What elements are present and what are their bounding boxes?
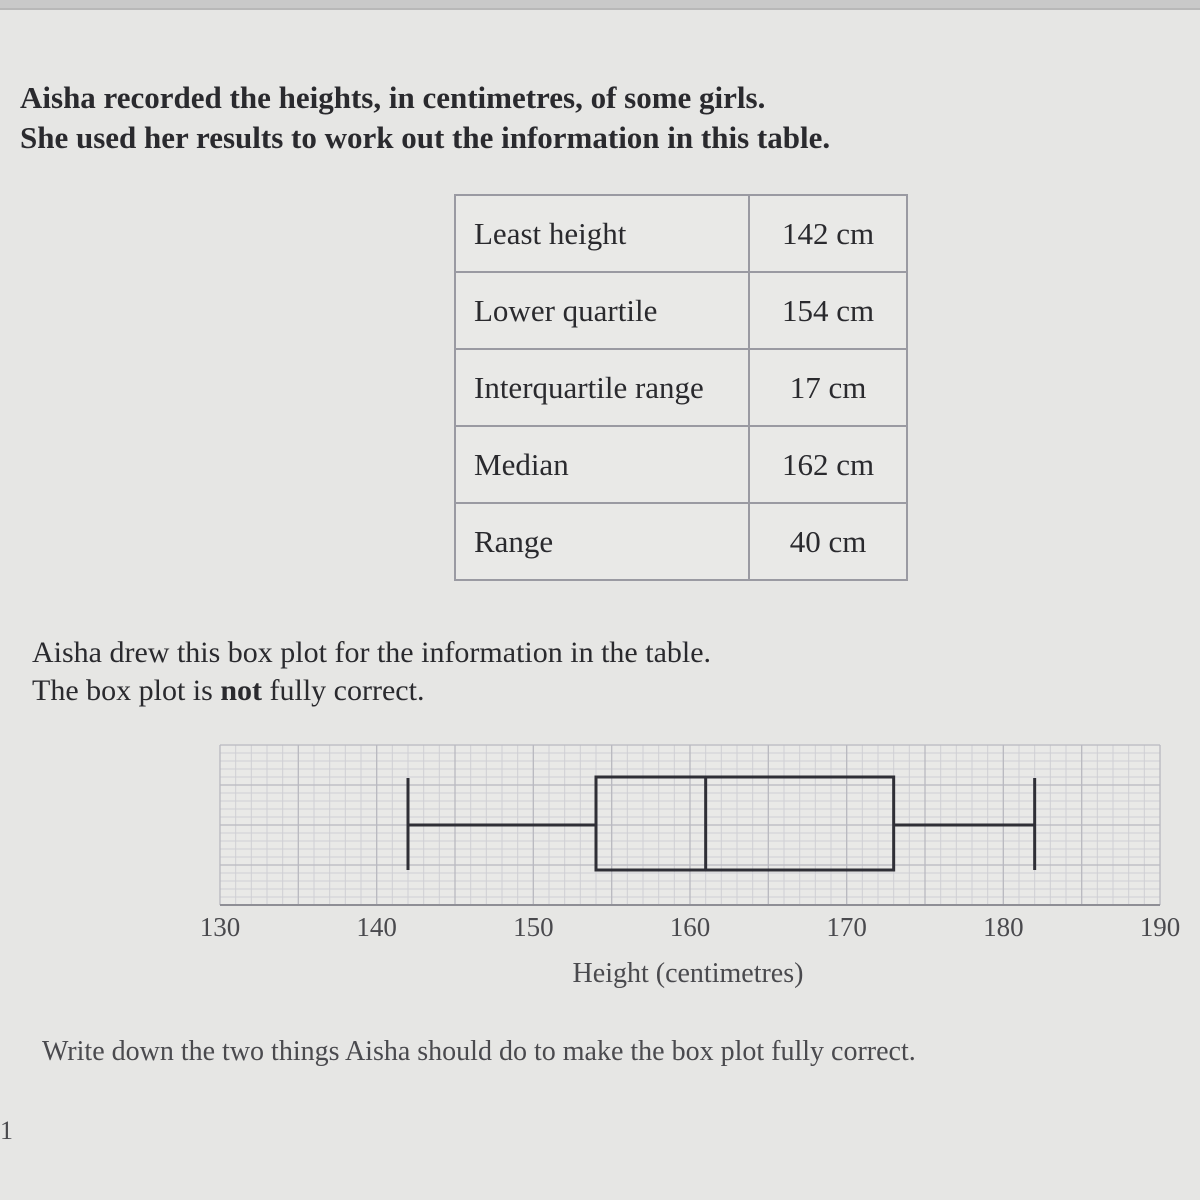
row-value: 17 cm <box>749 349 907 426</box>
intro-line-2: She used her results to work out the information in this table. <box>20 120 831 155</box>
emphasis-not: not <box>220 674 263 707</box>
tick-label: 140 <box>356 912 397 942</box>
boxplot-line-2-end: fully correct. <box>262 674 425 707</box>
tick-label: 170 <box>826 912 867 942</box>
row-value: 154 cm <box>749 272 907 349</box>
row-label: Lower quartile <box>455 272 749 349</box>
tick-label: 190 <box>1139 912 1181 942</box>
boxplot-line-2-start: The box plot is <box>32 674 221 707</box>
tick-label: 130 <box>199 912 241 942</box>
row-value: 162 cm <box>749 426 907 503</box>
row-label: Least height <box>455 195 749 272</box>
row-label: Median <box>455 426 749 503</box>
row-label: Interquartile range <box>455 349 749 426</box>
margin-mark: 1 <box>0 1116 13 1145</box>
boxplot-line-1: Aisha drew this box plot for the information in the table. <box>32 636 712 669</box>
question-text: Write down the two things Aisha should do to make the box plot fully correct. <box>42 1036 916 1067</box>
intro-line-1: Aisha recorded the heights, in centimetres, of some girls. <box>20 80 766 115</box>
row-value: 40 cm <box>749 503 907 580</box>
row-label: Range <box>455 503 749 580</box>
tick-label: 180 <box>983 912 1024 942</box>
row-value: 142 cm <box>749 195 907 272</box>
tick-labels <box>200 912 1181 942</box>
tick-label: 160 <box>669 912 711 942</box>
x-axis-label: Height (centimetres) <box>572 958 804 989</box>
tick-label: 150 <box>513 912 554 942</box>
